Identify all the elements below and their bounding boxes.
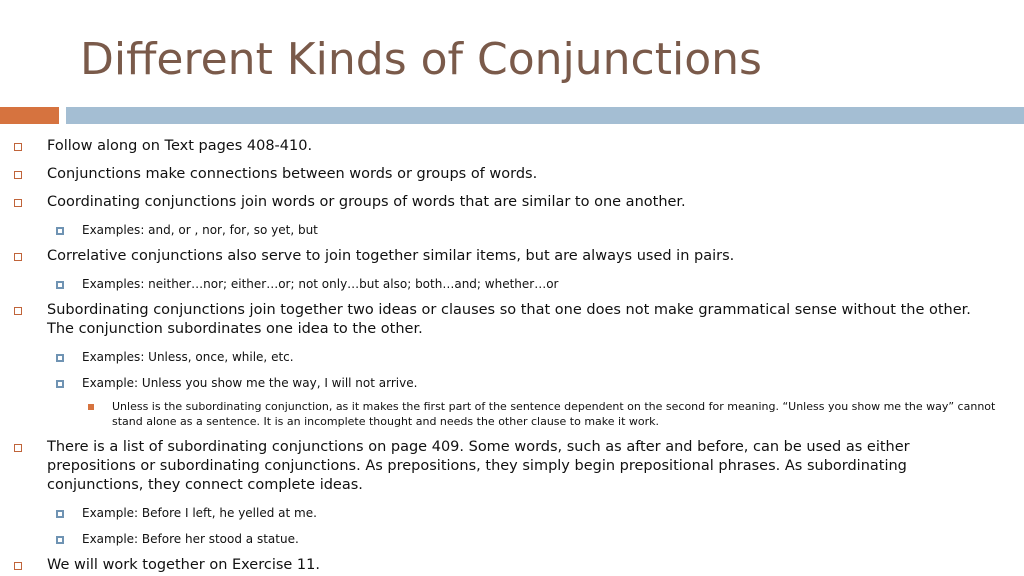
bullet-text: We will work together on Exercise 11. <box>47 557 320 573</box>
hollow-square-bullet-icon <box>14 199 22 207</box>
sub-bullet-text: Examples: Unless, once, while, etc. <box>82 350 294 364</box>
bullet-item <box>0 193 1024 212</box>
sub-bullet-text: Example: Unless you show me the way, I will not arrive. <box>82 376 418 390</box>
sub-bullet-item <box>0 531 1024 547</box>
hollow-square-bullet-icon <box>14 444 22 452</box>
hollow-square-bullet-icon <box>14 171 22 179</box>
sub-bullet-item <box>0 222 1024 238</box>
bullet-text: Coordinating conjunctions join words or groups of words that are similar to one another. <box>47 194 686 210</box>
orange-square-bullet-icon <box>88 404 94 410</box>
bullet-item <box>0 137 1024 156</box>
bullet-text: Subordinating conjunctions join together two ideas or clauses so that one does not make grammatical sense without the other. The conjunction subordinates one idea to the other. <box>47 302 971 337</box>
blue-square-bullet-icon <box>56 354 64 362</box>
hollow-square-bullet-icon <box>14 562 22 570</box>
blue-square-bullet-icon <box>56 281 64 289</box>
bullet-list <box>0 128 1024 575</box>
bullet-text: There is a list of subordinating conjunctions on page 409. Some words, such as after and before, can be used as either prepositions or subordinating conjunctions. As prepositions, they simply begin prepositional phrases. As subordinating conjunctions, they connect complete ideas. <box>47 439 910 493</box>
sub-bullet-item <box>0 276 1024 292</box>
accent-bar-blue <box>66 107 1024 124</box>
bullet-text: Correlative conjunctions also serve to join together similar items, but are always used in pairs. <box>47 248 735 264</box>
hollow-square-bullet-icon <box>14 307 22 315</box>
sub-bullet-item <box>0 375 1024 391</box>
bullet-item <box>0 438 1024 495</box>
accent-bar-orange <box>0 107 59 124</box>
sub-bullet-text: Example: Before her stood a statue. <box>82 532 299 546</box>
hollow-square-bullet-icon <box>14 253 22 261</box>
sub-sub-bullet-text: Unless is the subordinating conjunction, as it makes the first part of the sentence dependent on the second for meaning. “Unless you show me the way” cannot stand alone as a sentence. It is an incomplete thought and needs the other clause to make it work. <box>112 400 996 428</box>
bullet-item <box>0 247 1024 266</box>
blue-square-bullet-icon <box>56 380 64 388</box>
sub-bullet-item <box>0 349 1024 365</box>
blue-square-bullet-icon <box>56 510 64 518</box>
bullet-item <box>0 556 1024 575</box>
sub-bullet-text: Example: Before I left, he yelled at me. <box>82 506 317 520</box>
sub-bullet-item <box>0 505 1024 521</box>
slide-title: Different Kinds of Conjunctions <box>80 34 762 85</box>
bullet-text: Follow along on Text pages 408-410. <box>47 138 313 154</box>
bullet-item <box>0 165 1024 184</box>
sub-bullet-text: Examples: neither…nor; either…or; not only…but also; both…and; whether…or <box>82 277 559 291</box>
blue-square-bullet-icon <box>56 536 64 544</box>
blue-square-bullet-icon <box>56 227 64 235</box>
sub-sub-bullet-item <box>0 399 1024 429</box>
bullet-item <box>0 301 1024 339</box>
sub-bullet-text: Examples: and, or , nor, for, so yet, but <box>82 223 318 237</box>
bullet-text: Conjunctions make connections between words or groups of words. <box>47 166 538 182</box>
hollow-square-bullet-icon <box>14 143 22 151</box>
